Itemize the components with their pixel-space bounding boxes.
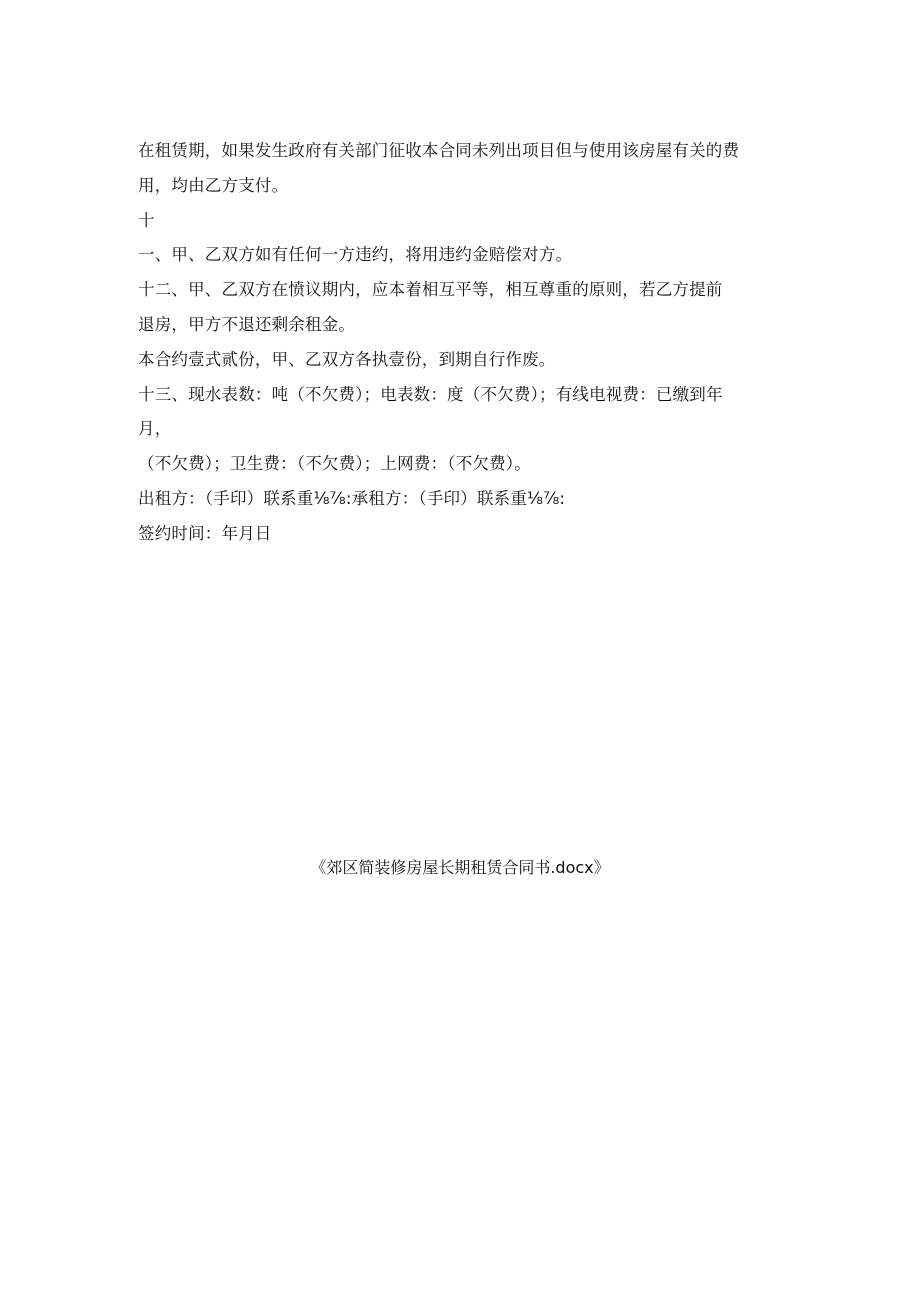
text-line-3: 十: [138, 210, 155, 230]
text-line-1: 在租赁期，如果发生政府有关部门征收本合同未列出项目但与使用该房屋有关的费: [138, 141, 740, 160]
contract-body: [138, 134, 778, 552]
text-line-12: 签约时间：年月日: [138, 523, 272, 543]
document-filename-caption: 《郊区简装修房屋长期租赁合同书.docx》: [310, 858, 610, 877]
text-line-10: （不欠费）；卫生费：（不欠费）；上网费：（不欠费）。: [138, 454, 531, 474]
text-line-4: 一、甲、乙双方如有任何一方违约，将用违约金赔偿对方。: [138, 245, 573, 265]
text-line-5: 十二、甲、乙双方在愤议期内，应本着相互平等，相互尊重的原则，若乙方提前: [138, 280, 723, 300]
text-line-9: 月，: [138, 419, 172, 439]
text-line-7: 本合约壹式贰份，甲、乙双方各执壹份，到期自行作废。: [138, 349, 556, 369]
text-line-6: 退房，甲方不退还剩余租金。: [138, 314, 356, 334]
text-line-8: 十三、现水表数：吨（不欠费）；电表数：度（不欠费）；有线电视费：已缴到年: [138, 384, 723, 404]
text-line-2: 用，均由乙方支付。: [138, 175, 289, 195]
text-line-11: 出租方：（手印）联系重⅛⅞:承租方：（手印）联系重⅛⅞:: [138, 488, 566, 508]
